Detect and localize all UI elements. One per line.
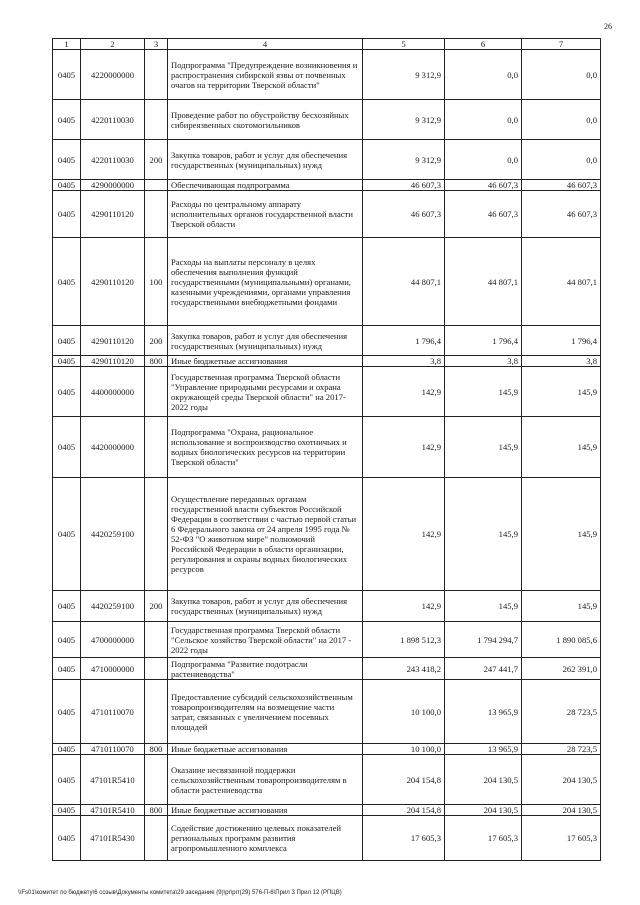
amount-year-1: 204 154,8	[363, 805, 445, 816]
amount-year-3: 145,9	[522, 478, 601, 591]
column-header: 3	[145, 39, 168, 50]
item-name: Государственная программа Тверской области "Сельское хозяйство Тверской области" на 2017 - 2022 годы	[168, 622, 363, 658]
item-name: Содействие достижению целевых показателей региональных программ развития агропромышленного комплекса	[168, 816, 363, 861]
item-name: Подпрограмма "Охрана, рациональное использование и воспроизводство охотничьих и водных биологических ресурсов на территории Тверской области"	[168, 417, 363, 478]
table-row	[53, 680, 601, 744]
expense-type-code	[145, 658, 168, 680]
item-name: Иные бюджетные ассигнования	[168, 356, 363, 367]
table-row	[53, 367, 601, 417]
target-article-code: 4420000000	[81, 417, 145, 478]
item-name: Государственная программа Тверской области "Управление природными ресурсами и охрана окружающей среды Тверской области" на 2017-2022 годы	[168, 367, 363, 417]
table-row	[53, 805, 601, 816]
amount-year-2: 17 605,3	[445, 816, 522, 861]
amount-year-3: 1 796,4	[522, 326, 601, 356]
budget-table	[52, 38, 601, 861]
amount-year-1: 142,9	[363, 367, 445, 417]
item-name: Иные бюджетные ассигнования	[168, 744, 363, 755]
expense-type-code	[145, 180, 168, 191]
section-code: 0405	[53, 417, 81, 478]
expense-type-code: 800	[145, 805, 168, 816]
page-number: 26	[604, 22, 612, 31]
table-row	[53, 356, 601, 367]
expense-type-code	[145, 755, 168, 805]
amount-year-3: 262 391,0	[522, 658, 601, 680]
section-code: 0405	[53, 478, 81, 591]
item-name: Подпрограмма "Предупреждение возникновения и распространения сибирской язвы от почвенных очагов на территории Тверской области"	[168, 50, 363, 100]
expense-type-code: 100	[145, 238, 168, 326]
amount-year-2: 1 794 294,7	[445, 622, 522, 658]
amount-year-2: 0,0	[445, 50, 522, 100]
expense-type-code	[145, 50, 168, 100]
expense-type-code: 200	[145, 326, 168, 356]
table-row	[53, 100, 601, 140]
table-row	[53, 816, 601, 861]
amount-year-2: 46 607,3	[445, 180, 522, 191]
section-code: 0405	[53, 140, 81, 180]
amount-year-3: 1 890 085,6	[522, 622, 601, 658]
amount-year-1: 3,8	[363, 356, 445, 367]
target-article-code: 4220000000	[81, 50, 145, 100]
amount-year-3: 44 807,1	[522, 238, 601, 326]
target-article-code: 4710000000	[81, 658, 145, 680]
target-article-code: 4710110070	[81, 680, 145, 744]
amount-year-1: 9 312,9	[363, 100, 445, 140]
table-row	[53, 755, 601, 805]
section-code: 0405	[53, 191, 81, 238]
target-article-code: 4290110120	[81, 326, 145, 356]
column-header: 5	[363, 39, 445, 50]
section-code: 0405	[53, 622, 81, 658]
section-code: 0405	[53, 744, 81, 755]
table-row	[53, 191, 601, 238]
table-row	[53, 622, 601, 658]
section-code: 0405	[53, 180, 81, 191]
section-code: 0405	[53, 591, 81, 622]
section-code: 0405	[53, 680, 81, 744]
amount-year-3: 3,8	[522, 356, 601, 367]
amount-year-1: 204 154,8	[363, 755, 445, 805]
item-name: Осуществление переданных органам государственной власти субъектов Российской Федерации в соответствии с частью первой статьи 6 Федерального закона от 24 апреля 1995 года № 52-ФЗ "О животном мире" полномочий Российской Федерации в области организации, регулирования и охраны водных биологических ресурсов	[168, 478, 363, 591]
table-header-row	[53, 39, 601, 50]
amount-year-1: 142,9	[363, 417, 445, 478]
amount-year-3: 17 605,3	[522, 816, 601, 861]
amount-year-1: 17 605,3	[363, 816, 445, 861]
target-article-code: 4290000000	[81, 180, 145, 191]
amount-year-2: 1 796,4	[445, 326, 522, 356]
column-header: 6	[445, 39, 522, 50]
amount-year-2: 3,8	[445, 356, 522, 367]
amount-year-3: 28 723,5	[522, 680, 601, 744]
item-name: Расходы на выплаты персоналу в целях обеспечения выполнения функций государственными (муниципальными) органами, казенными учреждениями, органами управления государственными внебюджетными фондами	[168, 238, 363, 326]
amount-year-2: 145,9	[445, 591, 522, 622]
expense-type-code	[145, 816, 168, 861]
amount-year-1: 44 807,1	[363, 238, 445, 326]
section-code: 0405	[53, 755, 81, 805]
amount-year-3: 28 723,5	[522, 744, 601, 755]
amount-year-2: 204 130,5	[445, 755, 522, 805]
amount-year-3: 46 607,3	[522, 180, 601, 191]
column-header: 7	[522, 39, 601, 50]
target-article-code: 4220110030	[81, 100, 145, 140]
section-code: 0405	[53, 816, 81, 861]
expense-type-code: 200	[145, 591, 168, 622]
amount-year-2: 247 441,7	[445, 658, 522, 680]
amount-year-3: 145,9	[522, 591, 601, 622]
expense-type-code	[145, 191, 168, 238]
amount-year-1: 9 312,9	[363, 50, 445, 100]
section-code: 0405	[53, 100, 81, 140]
amount-year-2: 0,0	[445, 100, 522, 140]
target-article-code: 4290110120	[81, 238, 145, 326]
item-name: Подпрограмма "Развитие подотрасли растениеводства"	[168, 658, 363, 680]
amount-year-1: 142,9	[363, 478, 445, 591]
amount-year-1: 142,9	[363, 591, 445, 622]
table-row	[53, 50, 601, 100]
section-code: 0405	[53, 356, 81, 367]
section-code: 0405	[53, 238, 81, 326]
expense-type-code	[145, 367, 168, 417]
amount-year-2: 204 130,5	[445, 805, 522, 816]
amount-year-2: 0,0	[445, 140, 522, 180]
expense-type-code: 800	[145, 744, 168, 755]
target-article-code: 4420259100	[81, 591, 145, 622]
amount-year-2: 145,9	[445, 367, 522, 417]
amount-year-1: 46 607,3	[363, 191, 445, 238]
amount-year-3: 0,0	[522, 100, 601, 140]
table-row	[53, 591, 601, 622]
amount-year-2: 145,9	[445, 417, 522, 478]
column-header: 1	[53, 39, 81, 50]
table-row	[53, 658, 601, 680]
target-article-code: 4700000000	[81, 622, 145, 658]
target-article-code: 4290110120	[81, 356, 145, 367]
section-code: 0405	[53, 805, 81, 816]
amount-year-2: 145,9	[445, 478, 522, 591]
target-article-code: 4290110120	[81, 191, 145, 238]
expense-type-code: 200	[145, 140, 168, 180]
item-name: Расходы по центральному аппарату исполнительных органов государственной власти Тверской области	[168, 191, 363, 238]
amount-year-1: 1 796,4	[363, 326, 445, 356]
amount-year-2: 46 607,3	[445, 191, 522, 238]
amount-year-1: 10 100,0	[363, 744, 445, 755]
amount-year-2: 13 965,9	[445, 744, 522, 755]
column-header: 4	[168, 39, 363, 50]
amount-year-3: 0,0	[522, 50, 601, 100]
item-name: Иные бюджетные ассигнования	[168, 805, 363, 816]
section-code: 0405	[53, 658, 81, 680]
amount-year-3: 46 607,3	[522, 191, 601, 238]
table-row	[53, 744, 601, 755]
section-code: 0405	[53, 326, 81, 356]
expense-type-code	[145, 622, 168, 658]
table-row	[53, 140, 601, 180]
amount-year-1: 46 607,3	[363, 180, 445, 191]
amount-year-3: 145,9	[522, 367, 601, 417]
expense-type-code	[145, 680, 168, 744]
item-name: Закупка товаров, работ и услуг для обеспечения государственных (муниципальных) нужд	[168, 140, 363, 180]
amount-year-1: 1 898 512,3	[363, 622, 445, 658]
amount-year-1: 243 418,2	[363, 658, 445, 680]
table-row	[53, 180, 601, 191]
amount-year-1: 10 100,0	[363, 680, 445, 744]
target-article-code: 4710110070	[81, 744, 145, 755]
target-article-code: 47101R5410	[81, 755, 145, 805]
item-name: Предоставление субсидий сельскохозяйственным товаропроизводителям на возмещение части затрат, связанных с увеличением посевных площадей	[168, 680, 363, 744]
table-row	[53, 478, 601, 591]
file-path-footer: \\Fs01\комитет по бюджету\6 созыв\Документы комитета\29 заседание (9)\pr\prr(29) 576-П-6\Прил 3 Прил 12 (РПЦВ)	[18, 890, 342, 896]
item-name: Закупка товаров, работ и услуг для обеспечения государственных (муниципальных) нужд	[168, 591, 363, 622]
amount-year-3: 204 130,5	[522, 805, 601, 816]
table-row	[53, 326, 601, 356]
item-name: Оказание несвязанной поддержки сельскохозяйственным товаропроизводителям в области растениеводства	[168, 755, 363, 805]
expense-type-code	[145, 478, 168, 591]
expense-type-code	[145, 417, 168, 478]
item-name: Закупка товаров, работ и услуг для обеспечения государственных (муниципальных) нужд	[168, 326, 363, 356]
amount-year-2: 13 965,9	[445, 680, 522, 744]
target-article-code: 4420259100	[81, 478, 145, 591]
column-header: 2	[81, 39, 145, 50]
amount-year-3: 204 130,5	[522, 755, 601, 805]
target-article-code: 47101R5410	[81, 805, 145, 816]
section-code: 0405	[53, 367, 81, 417]
amount-year-3: 145,9	[522, 417, 601, 478]
table-row	[53, 238, 601, 326]
amount-year-3: 0,0	[522, 140, 601, 180]
target-article-code: 4400000000	[81, 367, 145, 417]
item-name: Проведение работ по обустройству бесхозяйных сибиреязвенных скотомогильников	[168, 100, 363, 140]
amount-year-1: 9 312,9	[363, 140, 445, 180]
amount-year-2: 44 807,1	[445, 238, 522, 326]
section-code: 0405	[53, 50, 81, 100]
expense-type-code: 800	[145, 356, 168, 367]
table-row	[53, 417, 601, 478]
item-name: Обеспечивающая подпрограмма	[168, 180, 363, 191]
expense-type-code	[145, 100, 168, 140]
target-article-code: 47101R5430	[81, 816, 145, 861]
target-article-code: 4220110030	[81, 140, 145, 180]
